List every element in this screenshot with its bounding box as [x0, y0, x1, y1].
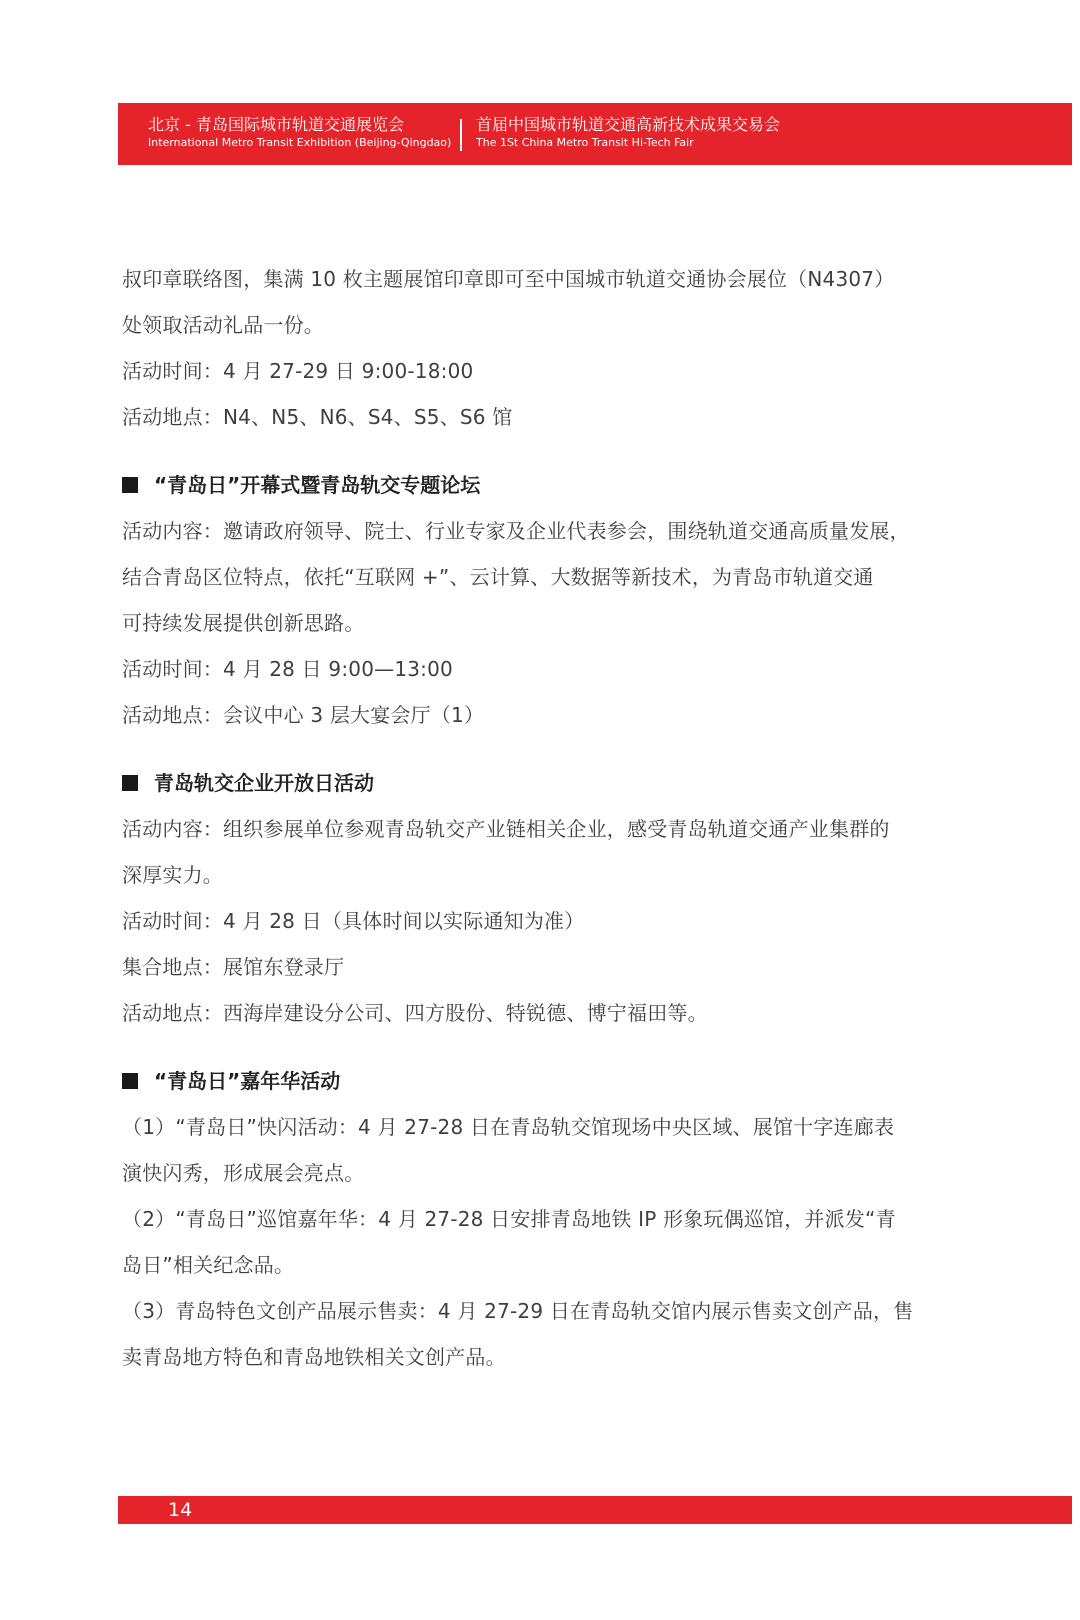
section3-item3-line-1: （3）青岛特色文创产品展示售卖：4 月 27-29 日在青岛轨交馆内展示售卖文创产品，售 [122, 1299, 914, 1323]
section3-item3-line-2: 卖青岛地方特色和青岛地铁相关文创产品。 [122, 1345, 506, 1369]
section1-time: 活动时间：4 月 28 日 9:00—13:00 [122, 657, 453, 681]
section-heading-open-day [122, 760, 964, 806]
section3-item1-line-2: 演快闪秀，形成展会亮点。 [122, 1161, 365, 1185]
section-heading-text: “青岛日”开幕式暨青岛轨交专题论坛 [154, 473, 481, 497]
section-heading-qingdao-day-forum [122, 462, 964, 508]
exhibition-title-cn: 北京 - 青岛国际城市轨道交通展览会 [148, 115, 404, 134]
intro-place: 活动地点：N4、N5、N6、S4、S5、S6 馆 [122, 405, 513, 429]
bullet-square-icon [122, 1073, 138, 1089]
section2-time: 活动时间：4 月 28 日（具体时间以实际通知为准） [122, 909, 585, 933]
intro-paragraph-line-1: 叔印章联络图，集满 10 枚主题展馆印章即可至中国城市轨道交通协会展位（N4307） [122, 267, 895, 291]
section-heading-carnival [122, 1058, 964, 1104]
header-divider [460, 119, 462, 151]
section1-content-line-1: 活动内容：邀请政府领导、院士、行业专家及企业代表参会，围绕轨道交通高质量发展， [122, 519, 910, 543]
page-content [122, 256, 964, 1380]
fair-title-en: The 1St China Metro Transit Hi-Tech Fair [476, 136, 694, 149]
footer-bar [118, 1496, 1072, 1524]
section2-content-line-2: 深厚实力。 [122, 863, 223, 887]
section3-item2-line-1: （2）“青岛日”巡馆嘉年华：4 月 27-28 日安排青岛地铁 IP 形象玩偶巡馆，并派发“青 [122, 1207, 896, 1231]
header-banner [118, 103, 1072, 165]
exhibition-title-en: International Metro Transit Exhibition (Beijing-Qingdao) [148, 136, 452, 149]
section-heading-text: 青岛轨交企业开放日活动 [154, 771, 374, 795]
section1-place: 活动地点：会议中心 3 层大宴会厅（1） [122, 703, 485, 727]
section2-content-line-1: 活动内容：组织参展单位参观青岛轨交产业链相关企业，感受青岛轨道交通产业集群的 [122, 817, 890, 841]
section-heading-text: “青岛日”嘉年华活动 [154, 1069, 341, 1093]
intro-time: 活动时间：4 月 27-29 日 9:00-18:00 [122, 359, 474, 383]
section2-gather-place: 集合地点：展馆东登录厅 [122, 955, 345, 979]
section2-place: 活动地点：西海岸建设分公司、四方股份、特锐德、博宁福田等。 [122, 1001, 708, 1025]
header-left-block [148, 115, 451, 150]
section1-content-line-3: 可持续发展提供创新思路。 [122, 611, 365, 635]
intro-paragraph-line-2: 处领取活动礼品一份。 [122, 313, 324, 337]
section1-content-line-2: 结合青岛区位特点，依托“互联网 +”、云计算、大数据等新技术，为青岛市轨道交通 [122, 565, 874, 589]
page-number: 14 [168, 1499, 193, 1521]
section3-item2-line-2: 岛日”相关纪念品。 [122, 1253, 295, 1277]
bullet-square-icon [122, 775, 138, 791]
bullet-square-icon [122, 477, 138, 493]
section3-item1-line-1: （1）“青岛日”快闪活动：4 月 27-28 日在青岛轨交馆现场中央区域、展馆十字连廊表 [122, 1115, 895, 1139]
fair-title-cn: 首届中国城市轨道交通高新技术成果交易会 [476, 115, 781, 134]
header-right-block [476, 115, 780, 150]
